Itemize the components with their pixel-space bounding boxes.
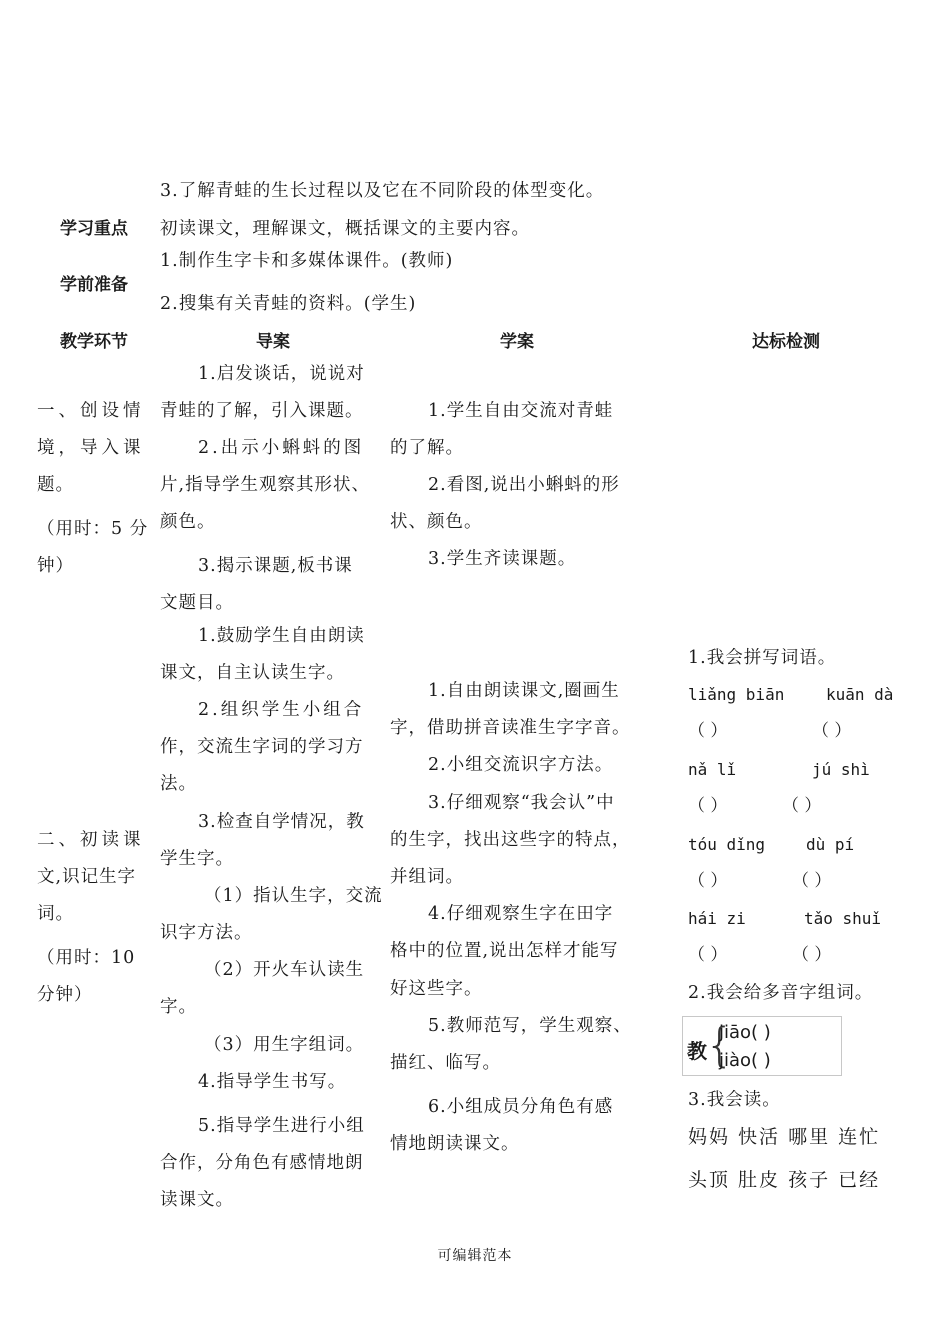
s1-study-line: 的了解。: [390, 438, 464, 458]
s1-stage-line: 一、创设情: [37, 401, 145, 421]
pinyin-item: jú shì: [812, 760, 870, 779]
s1-guide-line: 3.揭示课题,板书课: [198, 556, 353, 576]
polyphone-reading[interactable]: jiào( ): [719, 1050, 771, 1071]
s1-guide-line: 1.启发谈话，说说对: [198, 364, 365, 384]
s1-study-line: 状、颜色。: [390, 512, 483, 532]
s2-time-line: （用时：10: [37, 948, 136, 968]
preparation-label: 学前准备: [60, 275, 128, 295]
s2-study-line: 6.小组成员分角色有感: [428, 1097, 614, 1117]
preparation-item-1: 1.制作生字卡和多媒体课件。(教师): [160, 251, 454, 271]
s1-guide-line: 片,指导学生观察其形状、: [160, 475, 371, 495]
s2-study-line: 4.仔细观察生字在田字: [428, 904, 614, 924]
s2-guide-line: 5.指导学生进行小组: [198, 1116, 365, 1136]
s1-time-line: 钟）: [37, 556, 74, 576]
s2-guide-line: 2.组织学生小组合: [198, 700, 365, 720]
s2-stage-line: 词。: [37, 904, 74, 924]
objective-item-3: 3.了解青蛙的生长过程以及它在不同阶段的体型变化。: [160, 181, 605, 201]
s2-guide-line: （2）开火车认读生: [204, 960, 365, 980]
s1-time-line: （用时：5 分: [37, 519, 149, 539]
polyphone-reading[interactable]: jiāo( ): [719, 1022, 771, 1043]
answer-blank[interactable]: （ ）: [688, 721, 728, 741]
s2-guide-line: 课文，自主认读生字。: [160, 663, 345, 683]
s2-guide-line: （1）指认生字，交流: [204, 886, 383, 906]
pinyin-item: liǎng biān: [688, 685, 785, 704]
key-points-label: 学习重点: [60, 219, 128, 239]
pinyin-item: hái zi: [688, 909, 746, 928]
s2-guide-line: （3）用生字组词。: [204, 1035, 365, 1055]
s1-guide-line: 青蛙的了解，引入课题。: [160, 401, 364, 421]
s2-guide-line: 字。: [160, 997, 197, 1017]
s2-stage-line: 二、初读课: [37, 830, 145, 850]
s2-study-line: 格中的位置,说出怎样才能写: [390, 941, 619, 961]
s2-guide-line: 识字方法。: [160, 923, 253, 943]
preparation-item-2: 2.搜集有关青蛙的资料。(学生): [160, 294, 417, 314]
pinyin-item: nǎ lǐ: [688, 760, 737, 779]
polyphone-box: [682, 1016, 842, 1076]
s2-study-line: 描红、临写。: [390, 1053, 501, 1073]
s1-study-line: 1.学生自由交流对青蛙: [428, 401, 614, 421]
s1-stage-line: 境，导入课: [37, 438, 145, 458]
s2-guide-line: 读课文。: [160, 1190, 234, 1210]
check-q3-title: 3.我会读。: [688, 1090, 781, 1110]
answer-blank[interactable]: （ ）: [688, 945, 728, 965]
s2-study-line: 3.仔细观察“我会认”中: [428, 793, 615, 813]
check-q1-title: 1.我会拼写词语。: [688, 648, 837, 668]
answer-blank[interactable]: （ ）: [812, 721, 852, 741]
s2-study-line: 情地朗读课文。: [390, 1134, 520, 1154]
key-points-text: 初读课文，理解课文，概括课文的主要内容。: [160, 219, 530, 239]
s2-guide-line: 4.指导学生书写。: [198, 1072, 347, 1092]
header-stage: 教学环节: [60, 332, 128, 352]
s2-study-line: 好这些字。: [390, 979, 483, 999]
pinyin-item: kuān dà: [826, 685, 894, 704]
pinyin-item: tǎo shuǐ: [804, 909, 882, 928]
header-guide: 导案: [256, 332, 290, 352]
s2-guide-line: 3.检查自学情况，教: [198, 812, 365, 832]
s2-guide-line: 作，交流生字词的学习方: [160, 737, 364, 757]
s2-study-line: 字，借助拼音读准生字字音。: [390, 718, 631, 738]
answer-blank[interactable]: （ ）: [792, 871, 832, 891]
s2-study-line: 的生字，找出这些字的特点，: [390, 830, 631, 850]
answer-blank[interactable]: （ ）: [782, 796, 822, 816]
s2-study-line: 2.小组交流识字方法。: [428, 755, 614, 775]
s1-guide-line: 颜色。: [160, 512, 216, 532]
pinyin-item: tóu dǐng: [688, 835, 766, 854]
s1-guide-line: 文题目。: [160, 593, 234, 613]
answer-blank[interactable]: （ ）: [688, 871, 728, 891]
s2-study-line: 1.自由朗读课文,圈画生: [428, 681, 620, 701]
answer-blank[interactable]: （ ）: [792, 945, 832, 965]
footer-text: 可编辑范本: [437, 1248, 513, 1264]
s1-guide-line: 2.出示小蝌蚪的图: [198, 438, 365, 458]
s1-stage-line: 题。: [37, 475, 74, 495]
s2-time-line: 分钟）: [37, 985, 93, 1005]
read-words-line: 头顶 肚皮 孩子 已经: [688, 1169, 881, 1191]
s2-guide-line: 1.鼓励学生自由朗读: [198, 626, 365, 646]
read-words-line: 妈妈 快活 哪里 连忙: [688, 1126, 881, 1148]
check-q2-title: 2.我会给多音字组词。: [688, 983, 874, 1003]
brace-icon: {: [705, 1018, 735, 1072]
s1-study-line: 2.看图,说出小蝌蚪的形: [428, 475, 620, 495]
answer-blank[interactable]: （ ）: [688, 796, 728, 816]
s2-guide-line: 法。: [160, 774, 197, 794]
s2-study-line: 5.教师范写，学生观察、: [428, 1016, 632, 1036]
s2-stage-line: 文,识记生字: [37, 867, 137, 887]
s2-study-line: 并组词。: [390, 867, 464, 887]
s2-guide-line: 学生字。: [160, 849, 234, 869]
pinyin-item: dù pí: [806, 835, 855, 854]
header-check: 达标检测: [752, 332, 820, 352]
s1-study-line: 3.学生齐读课题。: [428, 549, 577, 569]
header-study: 学案: [500, 332, 534, 352]
s2-guide-line: 合作，分角色有感情地朗: [160, 1153, 364, 1173]
polyphone-char: 教: [687, 1039, 707, 1063]
